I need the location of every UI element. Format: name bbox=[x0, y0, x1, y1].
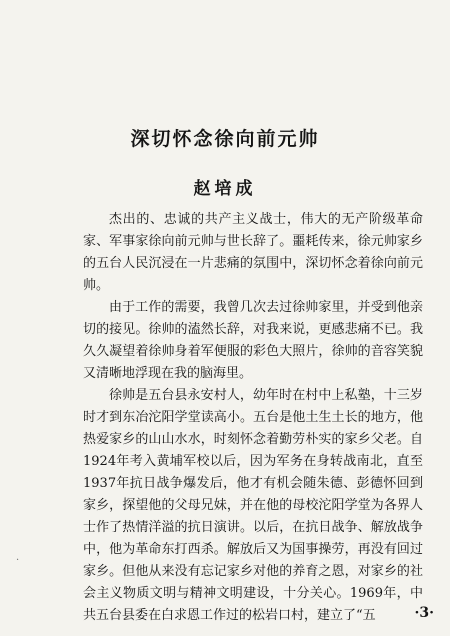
paragraph-3: 徐帅是五台县永安村人，幼年时在村中上私塾，十三岁时才到东冶沱阳学堂读高小。五台是他土生土长的地方，他热爱家乡的山山水水，时刻怀念着勤劳朴实的家乡父老。自1924年考入黄埔军校以后，因为军务在身转战南北，直至1937年抗日战争爆发后，他才有机会随朱德、彭德怀回到家乡，探望他的父母兄妹，并在他的母校沱阳学堂为各界人士作了热情洋溢的抗日演讲。以后，在抗日战争、解放战争中，他为革命东打西杀。解放后又为国事操劳，再没有回过家乡。但他从来没有忘记家乡对他的养育之恩，对家乡的社会主义物质文明与精神文明建设，十分关心。1969年，中共五台县委在白求恩工作过的松岩口村，建立了“五 bbox=[83, 388, 423, 623]
article-title: 深切怀念徐向前元帅 bbox=[130, 128, 320, 150]
page-number: ·3· bbox=[414, 605, 434, 621]
article-body bbox=[83, 209, 423, 627]
margin-mark: · bbox=[16, 555, 20, 566]
paragraph-1: 杰出的、忠诚的共产主义战士，伟大的无产阶级革命家、军事家徐向前元帅与世长辞了。噩耗传来，徐元帅家乡的五台人民沉浸在一片悲痛的氛围中，深切怀念着徐向前元帅。 bbox=[83, 212, 423, 293]
article-author: 赵培成 bbox=[193, 179, 257, 199]
paragraph-2: 由于工作的需要，我曾几次去过徐帅家里，并受到他亲切的接见。徐帅的溘然长辞，对我来说，更感悲痛不已。我久久凝望着徐帅身着军便服的彩色大照片，徐帅的音容笑貌又清晰地浮现在我的脑海里。 bbox=[83, 300, 423, 381]
